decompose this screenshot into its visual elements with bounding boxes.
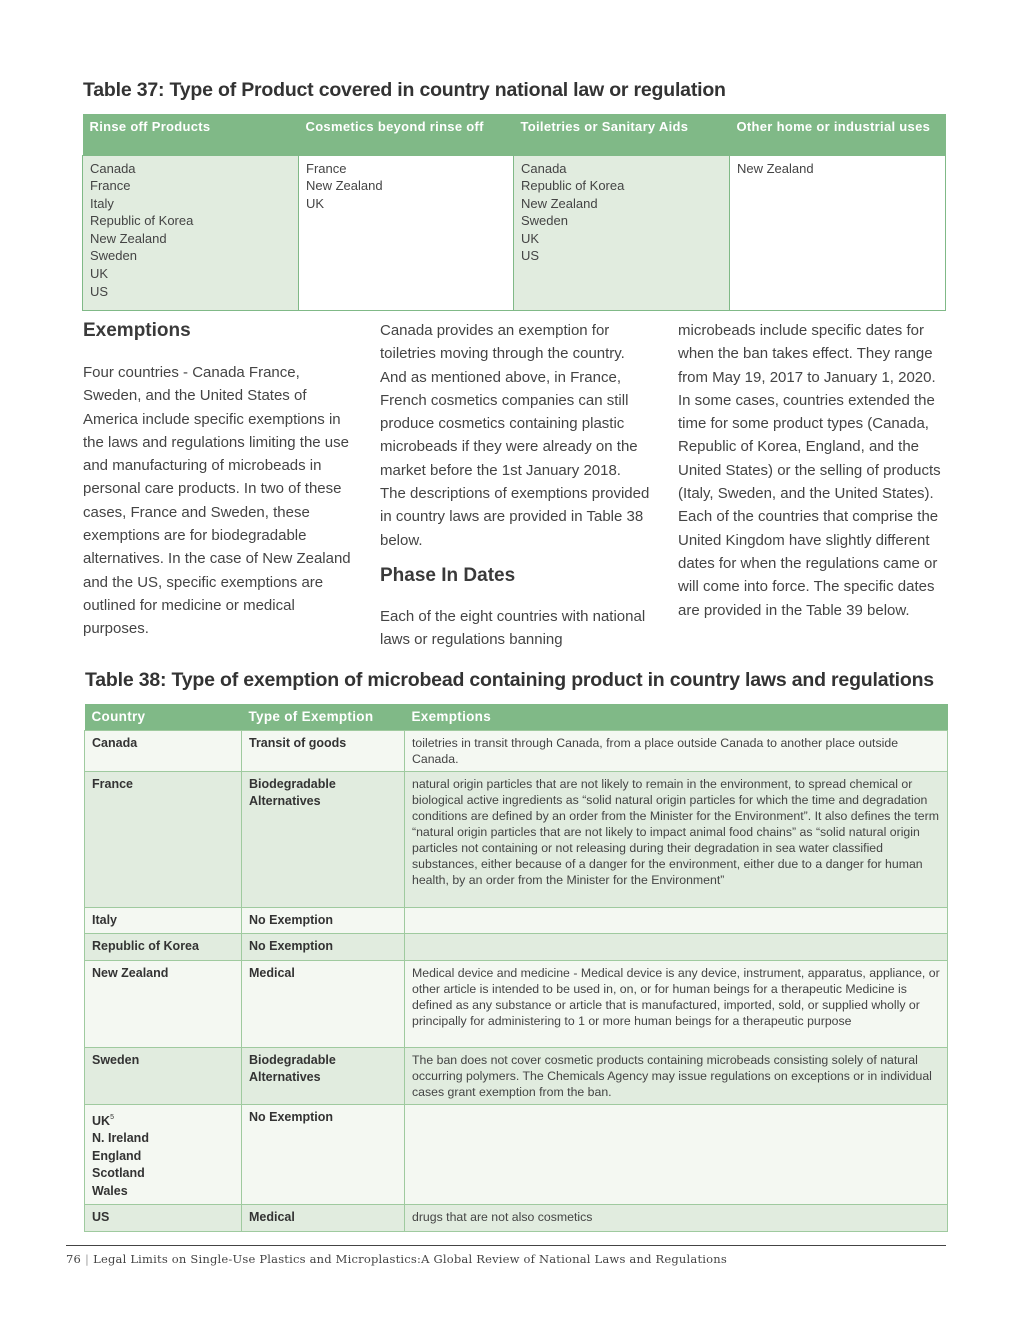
country-item: Canada	[90, 160, 136, 176]
country-item: UK	[306, 195, 325, 211]
table-37-header-other-uses: Other home or industrial uses	[730, 114, 946, 155]
country-item: Italy	[90, 195, 114, 211]
table-37-cell-cosmetics	[299, 155, 514, 310]
country-cell: Republic of Korea	[85, 934, 242, 961]
type-cell: No Exemption	[242, 1104, 405, 1205]
country-item: New Zealand	[306, 178, 383, 194]
footnote-marker: 5	[110, 1113, 114, 1121]
country-cell	[85, 1104, 242, 1205]
country-cell: France	[85, 771, 242, 907]
exemptions-heading: Exemptions	[83, 320, 191, 341]
country-item: France	[90, 178, 131, 194]
table-38-header-type: Type of Exemption	[242, 704, 405, 730]
phase-in-paragraph-2: microbeads include specific dates for when the ban takes effect. They range from May 19, 2017 to January 1, 2020. In some cases, countries extended the time for some product types (Canada, Republic of Korea, England, and the United States) or the selling of products (Italy, Sweden, and the United States). Each of the countries that comprise the United Kingdom have slightly different dates for when the regulations came or will come into force. The specific dates are provided in the Table 39 below.	[678, 322, 941, 619]
page-number: 76	[66, 1252, 82, 1266]
exemption-cell: drugs that are not also cosmetics	[405, 1205, 948, 1232]
country-item: US	[90, 283, 109, 299]
table-row	[85, 960, 948, 1047]
table-row	[85, 907, 948, 934]
text-column-2	[380, 318, 650, 652]
table-37	[82, 114, 946, 311]
table-row	[85, 1047, 948, 1104]
phase-in-paragraph-1: Each of the eight countries with national laws or regulations banning	[380, 607, 646, 649]
country-item: Republic of Korea	[90, 213, 194, 229]
table-38-title: Table 38: Type of exemption of microbead containing product in country laws and regulations	[85, 669, 934, 691]
text-column-1	[83, 318, 355, 641]
table-row	[85, 730, 948, 771]
type-cell: Medical	[242, 960, 405, 1047]
sub-country: Wales	[92, 1183, 128, 1198]
table-38-header-country: Country	[85, 704, 242, 730]
sub-country: N. Ireland	[92, 1131, 149, 1145]
footer-divider	[66, 1245, 946, 1246]
sub-country: England	[92, 1148, 142, 1163]
table-37-header-row	[83, 114, 946, 155]
type-cell: No Exemption	[242, 934, 405, 961]
country-cell: Italy	[85, 907, 242, 934]
country-item: UK	[521, 230, 540, 246]
table-38	[84, 704, 948, 1232]
country-name: UK	[92, 1113, 111, 1128]
footer-separator: |	[85, 1252, 90, 1266]
exemption-cell: The ban does not cover cosmetic products containing microbeads consisting solely of natural occurring polymers. The Chemicals Agency may issue regulations on exceptions or in individual cases grant exemption from the ban.	[405, 1047, 948, 1104]
table-row	[85, 1205, 948, 1232]
country-item: Sweden	[521, 213, 568, 229]
exemption-cell: natural origin particles that are not likely to remain in the environment, to spread chemical or biological active ingredients as “solid natural origin particles for which the time and degradation conditions are defined by an order from the Minister for the Environment”. It also defines the term “natural origin particles that are not likely to impact animal food chains” as “solid natural origin particles not containing or not releasing during their degradation in sea water classified substances, either because of a danger for the environment, either due to a danger for human health, by an order from the Minister for the Environment”	[405, 771, 948, 907]
table-37-cell-toiletries	[514, 155, 730, 310]
country-cell: New Zealand	[85, 960, 242, 1047]
exemption-cell	[405, 907, 948, 934]
table-37-header-cosmetics: Cosmetics beyond rinse off	[299, 114, 514, 155]
table-37-title: Table 37: Type of Product covered in country national law or regulation	[83, 79, 726, 101]
country-item: US	[521, 248, 540, 264]
exemption-cell	[405, 934, 948, 961]
type-cell: Transit of goods	[242, 730, 405, 771]
table-38-header-row	[85, 704, 948, 730]
page-footer	[66, 1252, 727, 1266]
exemptions-paragraph-1: Four countries - Canada France, Sweden, and the United States of America include specific exemptions in the laws and regulations limiting the use and manufacturing of microbeads in personal care products. In two of these cases, France and Sweden, these exemptions are for biodegradable alternatives. In the case of New Zealand and the US, specific exemptions are outlined for medicine or medical purposes.	[83, 364, 351, 638]
type-cell: Medical	[242, 1205, 405, 1232]
country-cell: Canada	[85, 730, 242, 771]
exemption-cell	[405, 1104, 948, 1205]
country-item: France	[306, 160, 347, 176]
table-37-cell-rinse-off	[83, 155, 299, 310]
exemption-cell: Medical device and medicine - Medical device is any device, instrument, apparatus, appliance, or other article is intended to be used in, on, or for human beings for a therapeutic Medicine is defined as any substance or article that is manufactured, imported, sold, or supplied wholly or principally for administering to 1 or more human beings for a therapeutic purpose	[405, 960, 948, 1047]
type-cell: Biodegradable Alternatives	[242, 771, 405, 907]
table-37-body-row	[83, 155, 946, 310]
type-cell: No Exemption	[242, 907, 405, 934]
country-item: Canada	[521, 160, 567, 176]
country-cell: US	[85, 1205, 242, 1232]
phase-in-heading: Phase In Dates	[380, 564, 516, 586]
table-38-header-exemptions: Exemptions	[405, 704, 948, 730]
footer-text: Legal Limits on Single-Use Plastics and Microplastics:A Global Review of National Laws and Regulations	[93, 1252, 727, 1266]
exemption-cell: toiletries in transit through Canada, from a place outside Canada to another place outside Canada.	[405, 730, 948, 771]
table-37-cell-other-uses	[730, 155, 946, 310]
country-item: New Zealand	[521, 195, 598, 211]
exemptions-paragraph-2: Canada provides an exemption for toiletries moving through the country. And as mentioned above, in France, French cosmetics companies can still produce cosmetics containing plastic microbeads if they were already on the market before the 1st January 2018. The descriptions of exemptions provided in country laws are provided in Table 38 below.	[380, 322, 650, 549]
text-column-3	[678, 318, 950, 622]
table-row	[85, 1104, 948, 1205]
table-row	[85, 934, 948, 961]
country-item: New Zealand	[737, 160, 814, 176]
type-cell: Biodegradable Alternatives	[242, 1047, 405, 1104]
table-37-header-rinse-off: Rinse off Products	[83, 114, 299, 155]
country-item: Republic of Korea	[521, 178, 625, 194]
country-item: New Zealand	[90, 230, 167, 246]
sub-country: Scotland	[92, 1166, 145, 1180]
country-item: UK	[90, 266, 109, 282]
country-item: Sweden	[90, 248, 137, 264]
table-row	[85, 771, 948, 907]
country-cell: Sweden	[85, 1047, 242, 1104]
table-37-header-toiletries: Toiletries or Sanitary Aids	[514, 114, 730, 155]
